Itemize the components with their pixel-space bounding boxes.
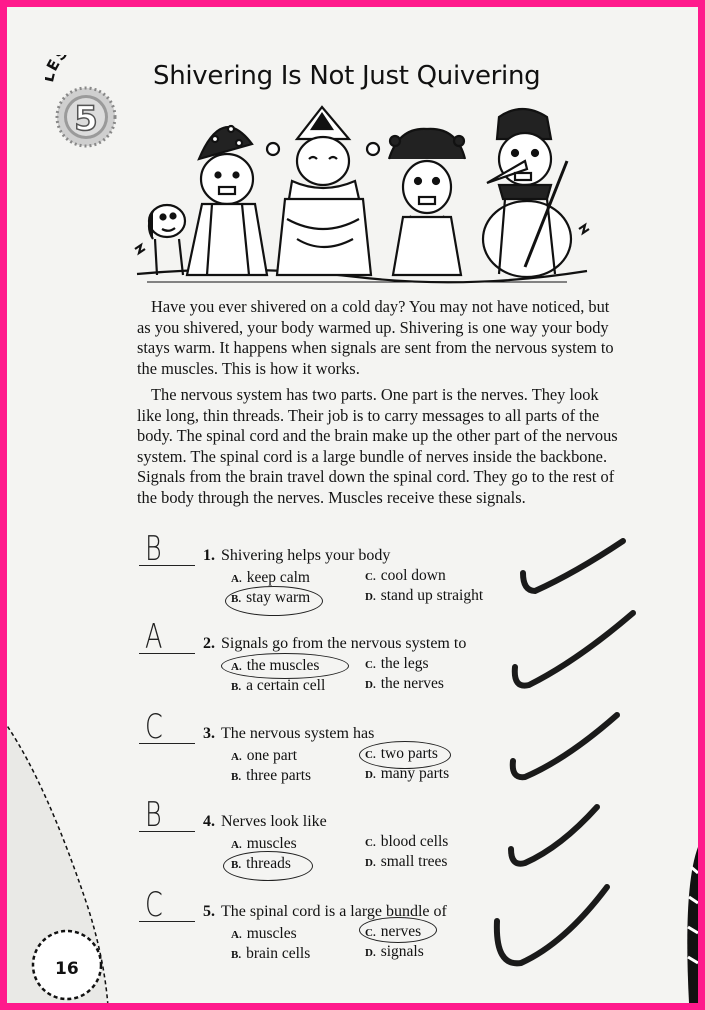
question-number: 1.: [203, 547, 215, 564]
option-c: C. two parts: [365, 745, 438, 762]
option-b: B. three parts: [231, 767, 312, 784]
check-mark-icon: [507, 605, 641, 697]
nervous-system-paragraph: The nervous system has two parts. One part is the nerves. They look like long, thin threads. Their job is to carry messages to all parts of the body. The spinal cord and the brain make up the other part of the nervous system. The spinal cord is a large bundle of nerves inside the backbone. Signals from the brain travel down the spinal cord. They go to the rest of the body through the nerves. Muscles receive these signals.: [137, 385, 618, 507]
option-c: C. blood cells: [365, 833, 449, 850]
check-mark-icon: [485, 877, 615, 977]
question-text: The spinal cord is a large bundle of: [221, 903, 447, 920]
answer-circle: [223, 851, 313, 881]
option-b: B. threads: [231, 855, 291, 872]
question-5: [137, 885, 497, 977]
check-mark-icon: [501, 797, 607, 873]
option-c: C. nerves: [365, 923, 422, 940]
question-number: 3.: [203, 725, 215, 742]
option-d: D. many parts: [365, 765, 450, 782]
shivering-characters-illustration: [127, 99, 597, 289]
option-b: B. stay warm: [231, 589, 311, 606]
decorative-corner-right: [679, 847, 698, 1003]
option-c: C. cool down: [365, 567, 446, 584]
option-b: B. a certain cell: [231, 677, 326, 694]
question-text: Signals go from the nervous system to: [221, 635, 467, 652]
page-title: Shivering Is Not Just Quivering: [153, 61, 541, 91]
lesson-number: 5: [74, 99, 98, 139]
check-mark-icon: [503, 707, 627, 787]
option-d: D. stand up straight: [365, 587, 484, 604]
option-d: D. small trees: [365, 853, 448, 870]
check-mark-icon: [515, 533, 635, 603]
option-b: B. brain cells: [231, 945, 311, 962]
answer-circle: [359, 917, 437, 943]
question-text: Shivering helps your body: [221, 547, 391, 564]
option-a: A. muscles: [231, 925, 297, 942]
intro-paragraph: Have you ever shivered on a cold day? You may not have noticed, but as you shivered, your body warmed up. Shivering is one way your body stays warm. It happens when signals are sent from the nervous system to the muscles. This is how it works.: [137, 297, 614, 378]
question-1: [137, 529, 497, 621]
option-a: A. one part: [231, 747, 298, 764]
handwritten-answer: C: [145, 885, 163, 925]
handwritten-answer: C: [145, 707, 163, 747]
question-text: Nerves look like: [221, 813, 327, 830]
question-number: 2.: [203, 635, 215, 652]
option-d: D. the nerves: [365, 675, 444, 692]
page-number: 16: [55, 959, 79, 979]
question-text: The nervous system has: [221, 725, 375, 742]
question-number: 4.: [203, 813, 215, 830]
handwritten-answer: B: [145, 795, 162, 835]
question-4: [137, 795, 497, 887]
option-c: C. the legs: [365, 655, 429, 672]
answer-circle: [221, 653, 349, 679]
question-3: [137, 707, 497, 799]
option-a: A. the muscles: [231, 657, 320, 674]
option-a: A. muscles: [231, 835, 297, 852]
handwritten-answer: A: [145, 617, 163, 657]
option-a: A. keep calm: [231, 569, 310, 586]
answer-circle: [359, 741, 451, 769]
question-2: [137, 617, 497, 709]
handwritten-answer: B: [145, 529, 162, 569]
svg-text:LESSON: [45, 55, 110, 84]
option-d: D. signals: [365, 943, 424, 960]
question-number: 5.: [203, 903, 215, 920]
answer-circle: [225, 586, 323, 616]
lesson-word: E: [45, 55, 65, 74]
worksheet-page: [7, 7, 698, 1003]
